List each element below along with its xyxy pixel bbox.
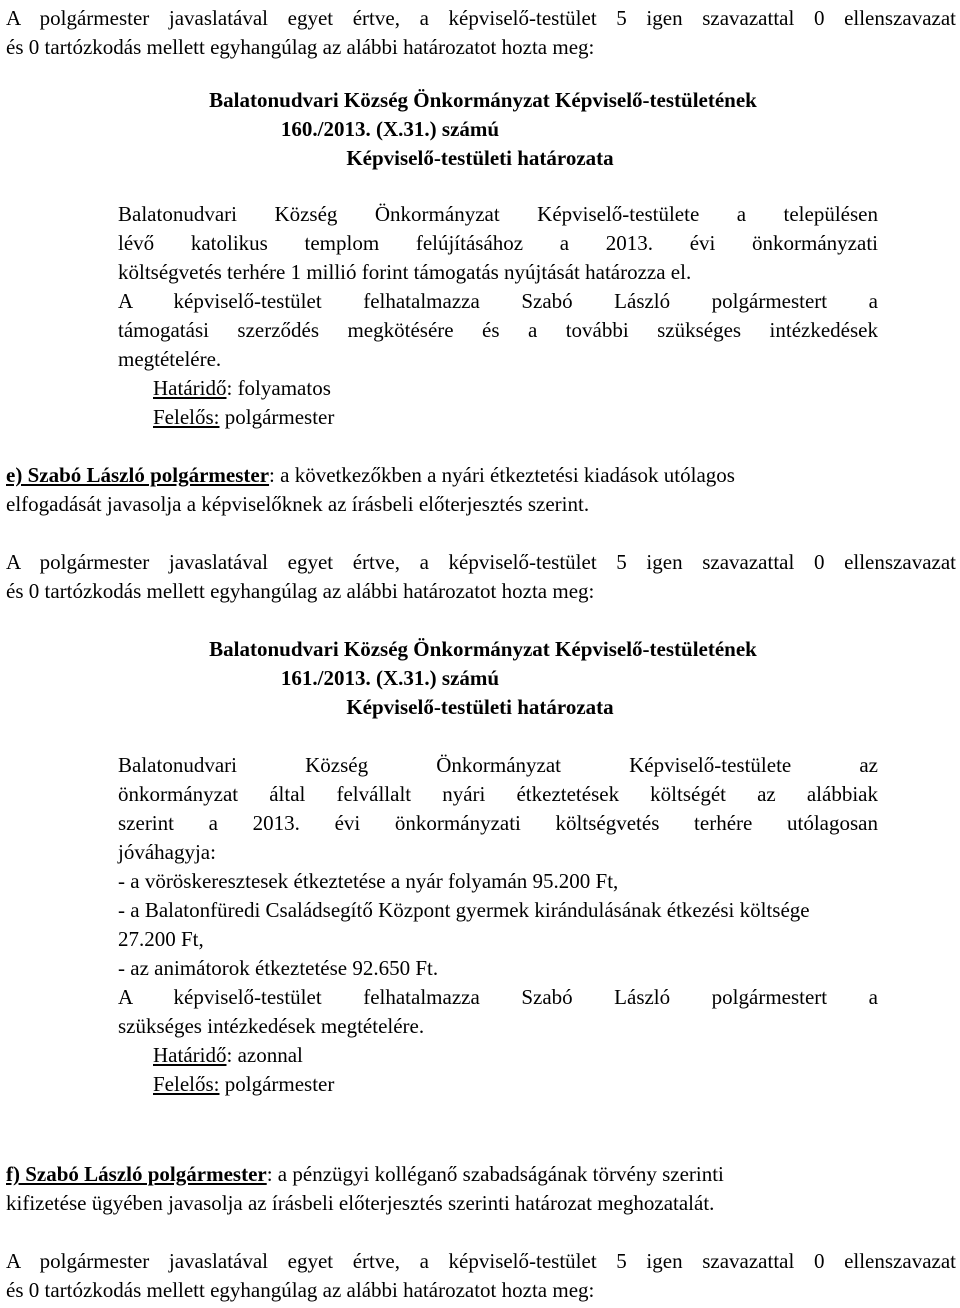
responsible-label: Felelős:	[153, 405, 220, 429]
resolution-160-title: Képviselő-testületi határozata	[346, 146, 614, 170]
vote-intro-2-line1: A polgármester javaslatával egyet értve, a képviselő-testület 5 igen szavazattal 0 ellenszavazat	[6, 550, 956, 574]
vote-intro-3-line1: A polgármester javaslatával egyet értve, a képviselő-testület 5 igen szavazattal 0 ellenszavazat	[6, 1249, 956, 1273]
deadline-label: Határidő	[153, 1043, 227, 1067]
item-e-line1	[6, 463, 735, 487]
resolution-161-body-line: 27.200 Ft,	[118, 927, 204, 951]
resolution-160-body-line: költségvetés terhére 1 millió forint támogatás nyújtását határozza el.	[118, 260, 692, 284]
resolution-160-body-line: lévő katolikus templom felújításához a 2013. évi önkormányzati	[118, 231, 878, 255]
resolution-160-deadline	[153, 376, 331, 400]
resolution-160-heading1: Balatonudvari Község Önkormányzat Képviselő-testületének	[209, 88, 757, 112]
resolution-161-body-line: A képviselő-testület felhatalmazza Szabó László polgármestert a	[118, 985, 878, 1009]
resolution-160-body-line: támogatási szerződés megkötésére és a további szükséges intézkedések	[118, 318, 878, 342]
item-f-text: : a pénzügyi kolléganő szabadságának törvény szerinti	[266, 1162, 724, 1186]
item-e-line2: elfogadását javasolja a képviselőknek az írásbeli előterjesztés szerint.	[6, 492, 590, 516]
deadline-label: Határidő	[153, 376, 227, 400]
item-e-text: : a következőkben a nyári étkeztetési kiadások utólagos	[269, 463, 735, 487]
resolution-161-deadline	[153, 1043, 303, 1067]
item-f-line1	[6, 1162, 724, 1186]
resolution-160-number: 160./2013. (X.31.) számú	[280, 117, 500, 141]
resolution-161-body-line: Balatonudvari Község Önkormányzat Képviselő-testülete az	[118, 753, 878, 777]
resolution-161-heading1: Balatonudvari Község Önkormányzat Képviselő-testületének	[209, 637, 757, 661]
responsible-value: polgármester	[219, 1072, 335, 1096]
resolution-160-body-line: megtételére.	[118, 347, 222, 371]
deadline-value: : azonnal	[226, 1043, 303, 1067]
resolution-161-body-line: - a Balatonfüredi Családsegítő Központ gyermek kirándulásának étkezési költsége	[118, 898, 810, 922]
responsible-label: Felelős:	[153, 1072, 220, 1096]
resolution-161-body-line: önkormányzat által felvállalt nyári étkeztetések költségét az alábbiak	[118, 782, 878, 806]
resolution-161-body-line: - a vöröskeresztesek étkeztetése a nyár folyamán 95.200 Ft,	[118, 869, 619, 893]
vote-intro-2-line2: és 0 tartózkodás mellett egyhangúlag az alábbi határozatot hozta meg:	[6, 579, 595, 603]
resolution-160-body-line: A képviselő-testület felhatalmazza Szabó László polgármestert a	[118, 289, 878, 313]
resolution-161-number: 161./2013. (X.31.) számú	[280, 666, 500, 690]
deadline-value: : folyamatos	[226, 376, 331, 400]
vote-intro-1-line2: és 0 tartózkodás mellett egyhangúlag az alábbi határozatot hozta meg:	[6, 35, 595, 59]
item-f-line2: kifizetése ügyében javasolja az írásbeli előterjesztés szerinti határozat meghozatalát.	[6, 1191, 715, 1215]
responsible-value: polgármester	[219, 405, 335, 429]
resolution-160-body-line: Balatonudvari Község Önkormányzat Képviselő-testülete a településen	[118, 202, 878, 226]
item-e-speaker: e) Szabó László polgármester	[6, 463, 270, 487]
resolution-161-body-line: szükséges intézkedések megtételére.	[118, 1014, 425, 1038]
resolution-161-body-line: szerint a 2013. évi önkormányzati költségvetés terhére utólagosan	[118, 811, 878, 835]
resolution-161-title: Képviselő-testületi határozata	[346, 695, 614, 719]
resolution-161-responsible	[153, 1072, 334, 1096]
resolution-161-body-line: jóváhagyja:	[118, 840, 216, 864]
resolution-160-responsible	[153, 405, 334, 429]
item-f-speaker: f) Szabó László polgármester	[6, 1162, 267, 1186]
resolution-161-body-line: - az animátorok étkeztetése 92.650 Ft.	[118, 956, 439, 980]
vote-intro-3-line2: és 0 tartózkodás mellett egyhangúlag az alábbi határozatot hozta meg:	[6, 1278, 595, 1302]
vote-intro-1-line1: A polgármester javaslatával egyet értve, a képviselő-testület 5 igen szavazattal 0 ellenszavazat	[6, 6, 956, 30]
